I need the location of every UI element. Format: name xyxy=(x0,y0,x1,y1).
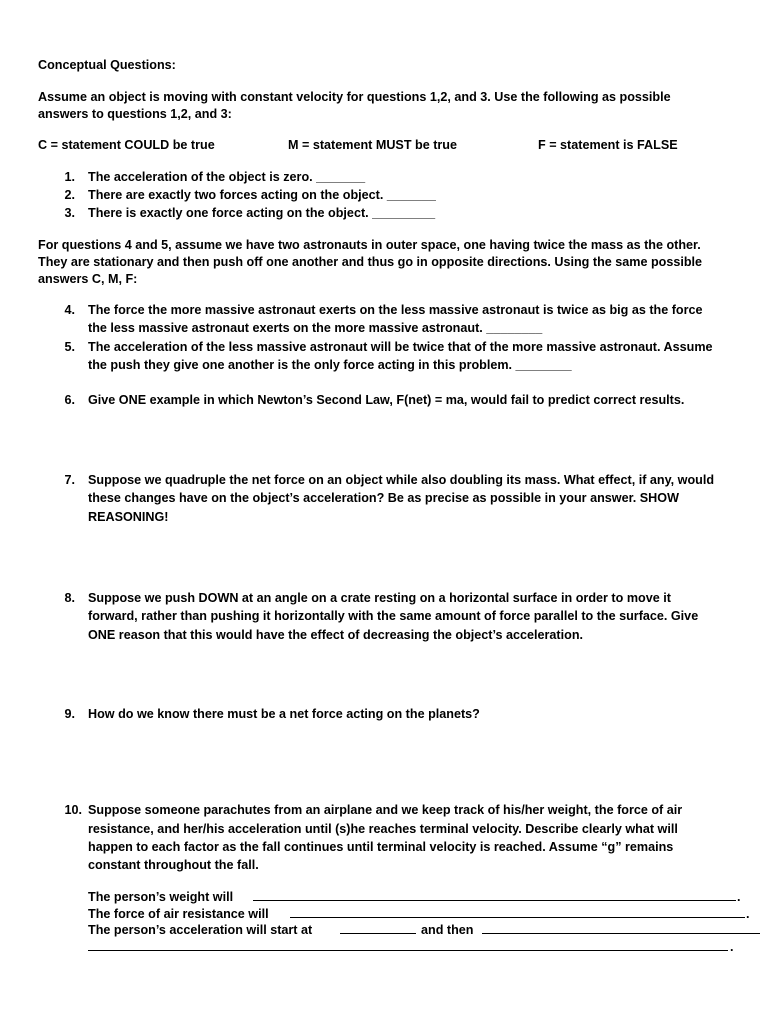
question-7-line-2: these changes have on the object’s acceleration? Be as precise as possible in your answer. SHOW xyxy=(88,491,679,505)
acceleration-then-blank[interactable] xyxy=(482,921,760,934)
question-6: Give ONE example in which Newton’s Second Law, F(net) = ma, would fail to predict correct results. xyxy=(88,393,685,407)
fill-air-resistance-label: The force of air resistance will xyxy=(88,907,269,921)
question-9: How do we know there must be a net force acting on the planets? xyxy=(88,707,480,721)
question-8-line-3: ONE reason that this would have the effect of decreasing the object’s acceleration. xyxy=(88,628,584,642)
intro-line-2: answers to questions 1,2, and 3: xyxy=(38,107,232,121)
question-10-line-4: constant throughout the fall. xyxy=(88,858,259,872)
answer-key-f: F = statement is FALSE xyxy=(538,138,678,152)
fill-acceleration-label: The person’s acceleration will start at xyxy=(88,923,313,937)
question-4-line-1: The force the more massive astronaut exerts on the less massive astronaut is twice as big as the force xyxy=(88,303,703,317)
question-number: 6. xyxy=(64,393,75,407)
astronaut-intro-line-3: answers C, M, F: xyxy=(38,272,138,286)
question-number: 3. xyxy=(64,206,75,220)
question-4-line-2: the less massive astronaut exerts on the more massive astronaut. ________ xyxy=(88,321,543,335)
question-2: There are exactly two forces acting on the object. _______ xyxy=(88,188,436,202)
weight-answer-blank[interactable] xyxy=(253,888,736,901)
period: . xyxy=(737,890,741,904)
question-number: 2. xyxy=(64,188,75,202)
question-10-line-1: Suppose someone parachutes from an airplane and we keep track of his/her weight, the force of air xyxy=(88,803,683,817)
question-5-line-1: The acceleration of the less massive astronaut will be twice that of the more massive astronaut. Assume xyxy=(88,340,713,354)
question-3: There is exactly one force acting on the object. _________ xyxy=(88,206,436,220)
question-number: 5. xyxy=(64,340,75,354)
air-resistance-answer-blank[interactable] xyxy=(290,905,745,918)
question-number: 9. xyxy=(64,707,75,721)
question-8-line-1: Suppose we push DOWN at an angle on a crate resting on a horizontal surface in order to move it xyxy=(88,591,671,605)
page-heading: Conceptual Questions: xyxy=(38,58,176,72)
intro-line-1: Assume an object is moving with constant velocity for questions 1,2, and 3. Use the following as possible xyxy=(38,90,671,104)
question-7-line-1: Suppose we quadruple the net force on an object while also doubling its mass. What effect, if any, would xyxy=(88,473,715,487)
question-8-line-2: forward, rather than pushing it horizontally with the same amount of force parallel to the surface. Give xyxy=(88,609,699,623)
question-number: 7. xyxy=(64,473,75,487)
acceleration-start-blank[interactable] xyxy=(340,921,416,934)
question-number: 4. xyxy=(64,303,75,317)
question-number: 1. xyxy=(64,170,75,184)
question-10-line-2: resistance, and her/his acceleration until (s)he reaches terminal velocity. Describe clearly what will xyxy=(88,822,678,836)
period: . xyxy=(730,940,734,954)
astronaut-intro-line-1: For questions 4 and 5, assume we have two astronauts in outer space, one having twice the mass as the other. xyxy=(38,238,701,252)
question-number: 10. xyxy=(64,803,82,817)
acceleration-continued-blank[interactable] xyxy=(88,938,728,951)
answer-key-m: M = statement MUST be true xyxy=(288,138,457,152)
and-then-label: and then xyxy=(421,923,474,937)
question-10-line-3: happen to each factor as the fall continues until terminal velocity is reached. Assume “g” remains xyxy=(88,840,674,854)
question-7-line-3: REASONING! xyxy=(88,510,169,524)
astronaut-intro-line-2: They are stationary and then push off one another and thus go in opposite directions. Using the same possible xyxy=(38,255,703,269)
question-number: 8. xyxy=(64,591,75,605)
question-5-line-2: the push they give one another is the only force acting in this problem. ________ xyxy=(88,358,572,372)
fill-weight-label: The person’s weight will xyxy=(88,890,234,904)
question-1: The acceleration of the object is zero. _______ xyxy=(88,170,366,184)
period: . xyxy=(746,907,750,921)
answer-key-c: C = statement COULD be true xyxy=(38,138,215,152)
